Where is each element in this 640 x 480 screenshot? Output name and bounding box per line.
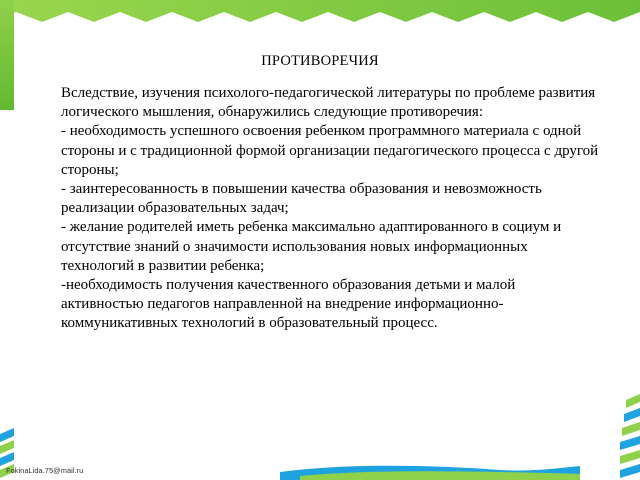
intro-paragraph: Вследствие, изучения психолого-педагогической литературы по проблеме развития логического мышления, обнаружились следующие противоречия: bbox=[61, 85, 596, 121]
contradiction-item-2: - заинтересованность в повышении качества образования и невозможность реализации образовательных задач; bbox=[61, 181, 542, 217]
slide-body bbox=[61, 84, 601, 334]
bottom-right-decoration bbox=[620, 380, 640, 480]
contradiction-item-1: - необходимость успешного освоения ребенком программного материала с одной стороны и с традиционной формой организации педагогического процесса с другой стороны; bbox=[61, 123, 599, 178]
footer-email: FokinaLida.75@mail.ru bbox=[6, 466, 84, 475]
slide-title: ПРОТИВОРЕЧИЯ bbox=[261, 53, 379, 69]
contradiction-item-3: - желание родителей иметь ребенка максимально адаптированного в социум и отсутствие знаний о значимости использования новых информационных технологий в развитии ребенка; bbox=[61, 219, 562, 274]
top-green-band bbox=[0, 0, 640, 44]
contradiction-item-4: -необходимость получения качественного образования детьми и малой активностью педагогов направленной на внедрение информационно-коммуникативных технологий в образовательный процесс. bbox=[61, 277, 516, 332]
bottom-wave-decoration bbox=[280, 462, 580, 480]
